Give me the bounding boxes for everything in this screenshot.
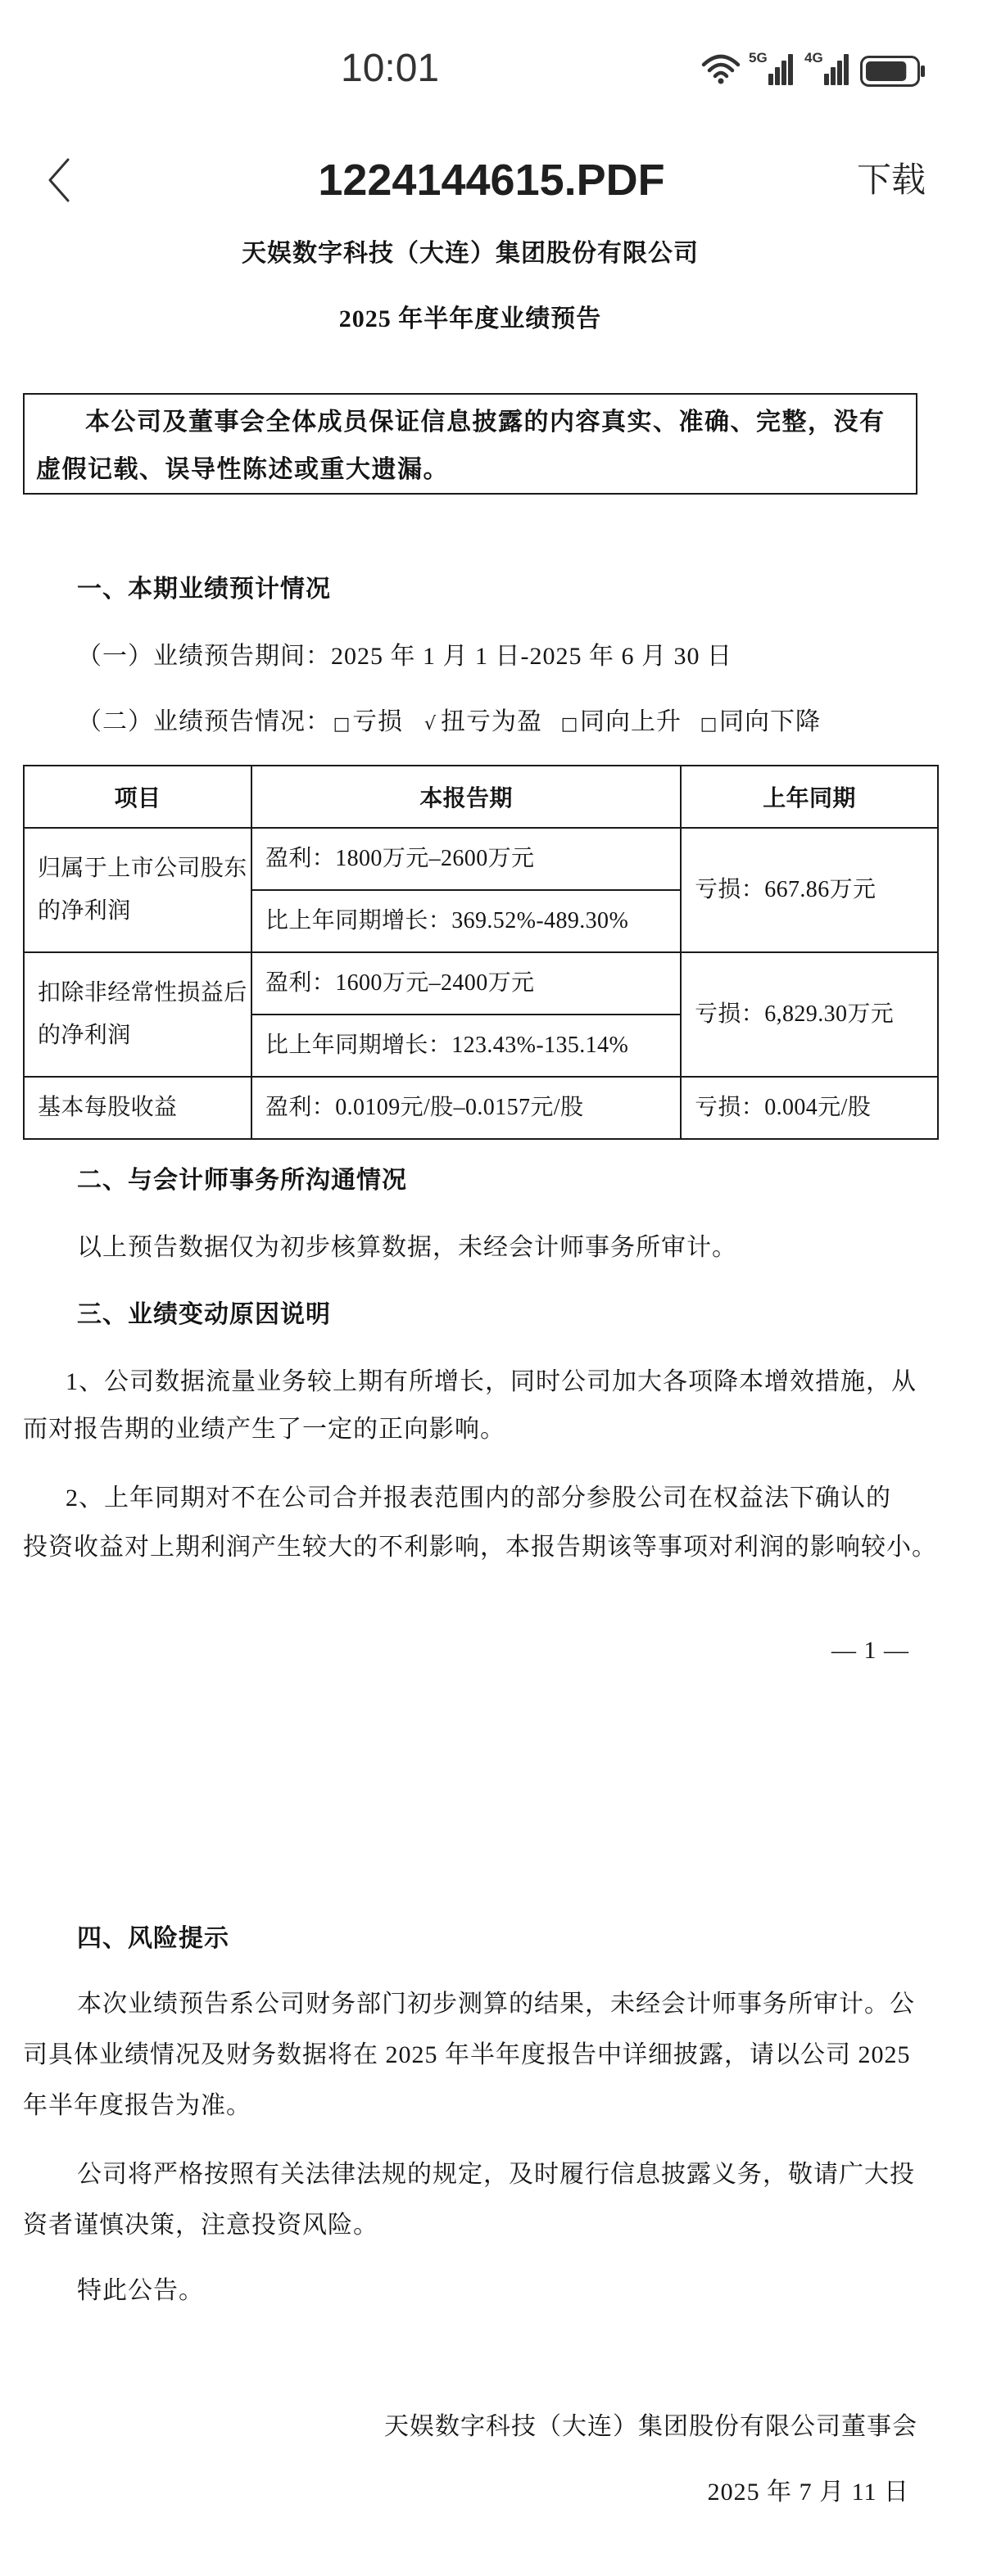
column-header-previous: 上年同期: [681, 766, 938, 828]
download-button[interactable]: 下载: [856, 160, 926, 199]
report-title: 2025 年半年度业绩预告: [338, 305, 602, 332]
paragraph-line: 公司将严格按照有关法律法规的规定，及时履行信息披露义务，敬请广大投: [77, 2161, 915, 2188]
signal-bar: [775, 67, 780, 85]
disclaimer-box: [23, 393, 917, 495]
status-time: 10:01: [341, 47, 440, 90]
previous-period-cell: 亏损：667.86万元: [681, 828, 938, 952]
signature-date: 2025 年 7 月 11 日: [707, 2479, 909, 2506]
table-header-row: [24, 766, 938, 828]
signal-bars-icon: [749, 51, 796, 87]
checkmark-icon: √: [424, 714, 437, 734]
section-heading-reasons: 三、业绩变动原因说明: [77, 1301, 331, 1328]
checkbox-empty-icon: □: [700, 714, 718, 734]
row-item-cell: [24, 828, 251, 952]
option-decrease: [698, 704, 821, 743]
signal-bar: [781, 61, 786, 85]
company-name: 天娱数字科技（大连）集团股份有限公司: [242, 240, 699, 267]
signal-bar: [844, 54, 849, 85]
disclaimer-line: 本公司及董事会全体成员保证信息披露的内容真实、准确、完整，没有: [85, 409, 886, 436]
signal-label-5g: 5G: [749, 50, 768, 66]
wifi-icon: [701, 52, 741, 85]
option-label: 亏损: [352, 708, 403, 735]
signal-label-4g: 4G: [804, 50, 823, 66]
option-loss: [331, 704, 403, 743]
paragraph-line: 1、公司数据流量业务较上期有所增长，同时公司加大各项降本增效措施，从: [66, 1368, 917, 1395]
page-number: — 1 —: [831, 1637, 909, 1664]
battery-icon: [860, 56, 927, 87]
chevron-left-icon: [47, 157, 71, 203]
cell-line: 扣除非经常性损益后: [38, 980, 247, 1006]
current-period-cell: 盈利：1600万元–2400万元: [251, 952, 681, 1015]
paragraph-line: 本次业绩预告系公司财务部门初步测算的结果，未经会计师事务所审计。公: [77, 1991, 915, 2018]
cell-line: 归属于上市公司股东: [38, 856, 247, 881]
section-heading-risk: 四、风险提示: [77, 1925, 229, 1952]
forecast-period: （一）业绩预告期间：2025 年 1 月 1 日-2025 年 6 月 30 日: [77, 643, 732, 670]
cell-line: 的净利润: [38, 898, 131, 924]
paragraph-line: 资者谨慎决策，注意投资风险。: [23, 2212, 378, 2239]
table-row: [24, 1077, 938, 1139]
table-row: [24, 952, 938, 1015]
battery-level-fill: [866, 61, 906, 81]
previous-period-cell: 亏损：0.004元/股: [681, 1077, 938, 1139]
signal-bar: [768, 74, 773, 85]
forecast-table: [23, 765, 939, 1140]
current-period-cell: 盈利：1800万元–2600万元: [251, 828, 681, 890]
signal-bar: [837, 61, 842, 85]
cellular-4g-icon: [804, 51, 852, 87]
section-heading-auditor: 二、与会计师事务所沟通情况: [77, 1167, 407, 1194]
option-label: 扭亏为盈: [441, 708, 542, 735]
current-period-cell: 盈利：0.0109元/股–0.0157元/股: [251, 1077, 681, 1139]
cell-line: 的净利润: [38, 1023, 131, 1048]
forecast-type-label: （二）业绩预告情况：: [77, 708, 331, 735]
paragraph-line: 以上预告数据仅为初步核算数据，未经会计师事务所审计。: [77, 1234, 737, 1261]
disclaimer-line: 虚假记载、误导性陈述或重大遗漏。: [36, 456, 449, 483]
current-period-growth-cell: 比上年同期增长：123.43%-135.14%: [251, 1015, 681, 1077]
column-header-current: 本报告期: [251, 766, 681, 828]
current-period-growth-cell: 比上年同期增长：369.52%-489.30%: [251, 890, 681, 952]
option-increase: [559, 704, 682, 743]
checkbox-empty-icon: □: [560, 714, 578, 734]
option-label: 同向下降: [719, 708, 821, 735]
column-header-item: 项目: [24, 766, 251, 828]
back-button[interactable]: [36, 151, 82, 210]
signal-bar: [824, 74, 829, 85]
paragraph-line: 司具体业绩情况及财务数据将在 2025 年半年度报告中详细披露，请以公司 2025: [23, 2041, 911, 2068]
table-row: [24, 828, 938, 890]
option-label: 同向上升: [580, 708, 682, 735]
signal-bar: [788, 54, 793, 85]
checkbox-empty-icon: □: [333, 714, 351, 734]
row-item-cell: [24, 952, 251, 1077]
row-item-cell: 基本每股收益: [24, 1077, 251, 1139]
paragraph-line: 而对报告期的业绩产生了一定的正向影响。: [23, 1416, 505, 1443]
signal-bar: [831, 67, 836, 85]
paragraph-line: 投资收益对上期利润产生较大的不利影响，本报告期该等事项对利润的影响较小。: [23, 1534, 937, 1561]
signal-bars-icon: [804, 51, 852, 87]
previous-period-cell: 亏损：6,829.30万元: [681, 952, 938, 1077]
signature-board: 天娱数字科技（大连）集团股份有限公司董事会: [384, 2413, 917, 2440]
forecast-type-line: [77, 704, 821, 743]
paragraph-line: 2、上年同期对不在公司合并报表范围内的部分参股公司在权益法下确认的: [66, 1485, 891, 1512]
cellular-5g-icon: [749, 51, 796, 87]
pdf-viewer[interactable]: [0, 213, 983, 2576]
section-heading-forecast: 一、本期业绩预计情况: [77, 576, 331, 603]
paragraph-line: 年半年度报告为准。: [23, 2092, 251, 2119]
option-turnaround: [419, 704, 542, 743]
closing-statement: 特此公告。: [77, 2277, 204, 2304]
file-title: 1224144615.PDF: [318, 156, 665, 205]
